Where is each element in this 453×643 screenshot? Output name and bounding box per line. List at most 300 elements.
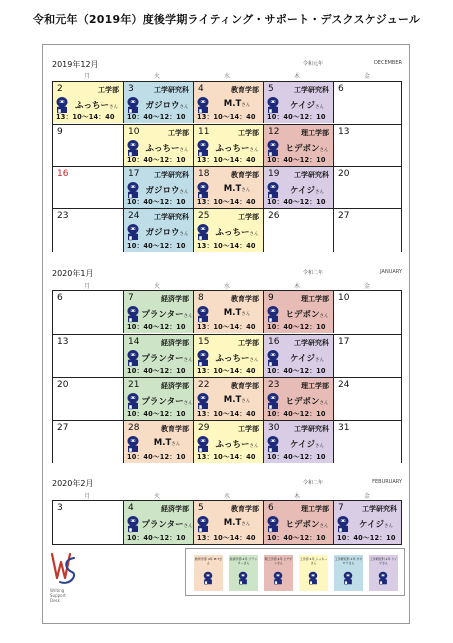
day-cell bbox=[53, 125, 123, 166]
day-cell bbox=[333, 125, 401, 166]
page-title: 令和元年（2019年）度後学期ライティング・サポート・デスクスケジュール bbox=[32, 13, 421, 26]
department-label: 教育学部 bbox=[231, 86, 259, 94]
staff-row bbox=[194, 515, 263, 531]
staff-suffix: さん bbox=[241, 103, 251, 108]
staff-suffix: さん bbox=[249, 232, 259, 237]
staff-row bbox=[264, 139, 333, 155]
legend bbox=[185, 548, 405, 596]
staff-name: M.T bbox=[223, 99, 242, 109]
staff-suffix: さん bbox=[314, 358, 324, 363]
day-cell bbox=[263, 291, 333, 333]
weekday-label: 木 bbox=[293, 493, 300, 500]
day-number: 6 bbox=[338, 84, 344, 94]
day-cell bbox=[263, 335, 333, 377]
time-slot: 10：40～12：10 bbox=[127, 367, 186, 375]
day-number: 4 bbox=[128, 503, 134, 513]
month-english: JANUARY bbox=[380, 269, 402, 275]
day-number: 17 bbox=[128, 169, 140, 179]
day-cell bbox=[53, 82, 123, 123]
mascot-icon bbox=[196, 223, 210, 241]
staff-suffix: さん bbox=[249, 358, 259, 363]
staff-suffix: さん bbox=[179, 232, 189, 237]
mascot-icon bbox=[202, 571, 214, 585]
department-label: 経済学部 bbox=[161, 339, 189, 347]
staff-name-group bbox=[211, 352, 263, 364]
weekday-label: 金 bbox=[363, 283, 370, 290]
svg-text:Writing: Writing bbox=[50, 588, 65, 593]
day-number: 25 bbox=[198, 211, 210, 221]
time-slot: 10：40～12：10 bbox=[267, 156, 326, 164]
time-slot: 10：40～12：10 bbox=[267, 534, 326, 542]
staff-name-group bbox=[141, 226, 193, 238]
weekday-label: 火 bbox=[153, 283, 160, 290]
mascot-icon bbox=[272, 571, 284, 585]
staff-name: M.T bbox=[223, 395, 242, 405]
day-cell bbox=[123, 291, 193, 333]
time-slot: 13：10～14：40 bbox=[197, 156, 256, 164]
staff-name: ふっちー bbox=[74, 101, 109, 111]
staff-name-group bbox=[141, 438, 193, 448]
staff-name-group bbox=[141, 352, 193, 364]
staff-name: ヒデポン bbox=[285, 310, 320, 320]
staff-name-group bbox=[281, 518, 333, 530]
staff-suffix: さん bbox=[241, 188, 251, 193]
staff-suffix: さん bbox=[171, 442, 181, 447]
staff-name: ケイジ bbox=[290, 101, 315, 111]
time-slot: 10：40～12：10 bbox=[127, 410, 186, 418]
department-label: 工学部 bbox=[98, 86, 119, 94]
department-label: 教育学部 bbox=[231, 382, 259, 390]
staff-name: M.T bbox=[153, 438, 172, 448]
staff-name: ヒデポン bbox=[285, 144, 320, 154]
day-number: 6 bbox=[268, 503, 274, 513]
staff-name-group bbox=[211, 395, 263, 405]
staff-suffix: さん bbox=[183, 358, 193, 363]
staff-row bbox=[124, 181, 193, 197]
staff-suffix: さん bbox=[314, 105, 324, 110]
week-row bbox=[53, 377, 401, 420]
staff-suffix: さん bbox=[249, 148, 259, 153]
staff-name: ガジロウ bbox=[145, 186, 180, 196]
time-slot: 10：40～12：10 bbox=[267, 198, 326, 206]
day-number: 5 bbox=[198, 503, 204, 513]
staff-row bbox=[124, 305, 193, 321]
staff-name-group bbox=[281, 395, 333, 407]
legend-item bbox=[194, 555, 223, 591]
staff-row bbox=[194, 305, 263, 321]
mascot-icon bbox=[266, 515, 280, 533]
staff-name: ふっちー bbox=[215, 228, 250, 238]
staff-suffix: さん bbox=[319, 314, 329, 319]
month-header bbox=[52, 478, 404, 490]
svg-text:Support: Support bbox=[50, 593, 66, 598]
weekday-label: 金 bbox=[363, 493, 370, 500]
staff-name-group bbox=[281, 142, 333, 154]
day-number: 29 bbox=[198, 423, 210, 433]
staff-row bbox=[264, 96, 333, 112]
staff-row bbox=[264, 435, 333, 451]
day-number: 7 bbox=[128, 293, 134, 303]
staff-suffix: さん bbox=[109, 105, 118, 110]
staff-name-group bbox=[281, 184, 333, 196]
day-number: 3 bbox=[57, 503, 63, 513]
staff-suffix: さん bbox=[179, 190, 189, 195]
day-number: 19 bbox=[268, 169, 280, 179]
day-number: 9 bbox=[57, 127, 63, 137]
staff-name: ふっちー bbox=[215, 144, 250, 154]
month-header bbox=[52, 268, 404, 280]
day-number: 16 bbox=[57, 169, 69, 179]
day-cell bbox=[53, 335, 123, 377]
week-row bbox=[53, 334, 401, 377]
staff-row bbox=[264, 392, 333, 408]
week-row bbox=[53, 208, 401, 252]
day-number: 31 bbox=[338, 423, 350, 433]
staff-name: プランター bbox=[141, 520, 184, 530]
day-cell bbox=[263, 82, 333, 123]
time-slot: 10：40～12：10 bbox=[127, 534, 186, 542]
day-cell bbox=[123, 421, 193, 463]
staff-row bbox=[334, 515, 401, 531]
day-cell bbox=[193, 125, 263, 166]
department-label: 工学研究科 bbox=[294, 171, 329, 179]
staff-row bbox=[194, 139, 263, 155]
staff-suffix: さん bbox=[319, 401, 329, 406]
mascot-icon bbox=[342, 571, 354, 585]
staff-name: M.T bbox=[223, 308, 242, 318]
day-number: 24 bbox=[128, 211, 140, 221]
mascot-icon bbox=[377, 571, 389, 585]
calendar-grid bbox=[52, 81, 402, 252]
day-cell bbox=[123, 501, 193, 544]
staff-row bbox=[194, 96, 263, 112]
calendar-grid bbox=[52, 290, 402, 463]
day-number: 16 bbox=[268, 337, 280, 347]
weekday-label: 火 bbox=[153, 73, 160, 80]
weekday-label: 月 bbox=[83, 283, 90, 290]
time-slot: 10：40～12：10 bbox=[127, 242, 186, 250]
mascot-icon bbox=[196, 515, 210, 533]
department-label: 理工学部 bbox=[301, 295, 329, 303]
day-number: 20 bbox=[57, 380, 69, 390]
weekday-label: 水 bbox=[223, 283, 230, 290]
staff-name-group bbox=[141, 308, 193, 320]
day-number: 26 bbox=[268, 211, 280, 221]
day-cell bbox=[193, 501, 263, 544]
day-cell bbox=[333, 291, 401, 333]
week-row bbox=[53, 166, 401, 208]
month-label: 2019年12月 bbox=[52, 60, 99, 69]
day-number: 17 bbox=[338, 337, 350, 347]
month-english: FEBURUARY bbox=[372, 479, 402, 485]
month-label: 2020年1月 bbox=[52, 269, 94, 278]
staff-row bbox=[194, 392, 263, 408]
day-cell bbox=[53, 421, 123, 463]
day-number: 9 bbox=[268, 293, 274, 303]
day-cell bbox=[193, 378, 263, 420]
staff-name: ケイジ bbox=[359, 520, 384, 530]
staff-suffix: さん bbox=[179, 105, 189, 110]
staff-row bbox=[124, 515, 193, 531]
department-label: 経済学部 bbox=[161, 382, 189, 390]
time-slot: 13：10～14：40 bbox=[197, 242, 256, 250]
day-cell bbox=[333, 378, 401, 420]
staff-name: ヒデポン bbox=[285, 520, 320, 530]
day-cell bbox=[263, 125, 333, 166]
day-number: 13 bbox=[57, 337, 69, 347]
weekday-label: 水 bbox=[223, 73, 230, 80]
staff-suffix: さん bbox=[314, 444, 324, 449]
staff-suffix: さん bbox=[314, 190, 324, 195]
day-cell bbox=[333, 421, 401, 463]
mascot-icon bbox=[126, 223, 140, 241]
department-label: 理工学部 bbox=[301, 129, 329, 137]
day-cell bbox=[333, 335, 401, 377]
legend-label: 工学研究科 1年 ケイジさん bbox=[369, 557, 398, 565]
legend-item bbox=[334, 555, 363, 591]
day-number: 21 bbox=[128, 380, 140, 390]
day-number: 30 bbox=[268, 423, 280, 433]
department-label: 工学研究科 bbox=[294, 86, 329, 94]
department-label: 工学部 bbox=[168, 129, 189, 137]
day-cell bbox=[123, 82, 193, 123]
staff-name-group bbox=[211, 518, 263, 528]
day-cell bbox=[123, 378, 193, 420]
day-cell bbox=[123, 209, 193, 252]
mascot-icon bbox=[237, 571, 249, 585]
week-row bbox=[53, 124, 401, 166]
legend-label: 理工学部 4年 ヒデポンさん bbox=[264, 557, 293, 565]
staff-name-group bbox=[211, 226, 263, 238]
mascot-icon bbox=[126, 515, 140, 533]
day-number: 20 bbox=[338, 169, 350, 179]
day-number: 27 bbox=[57, 423, 69, 433]
month-english: DECEMBER bbox=[373, 60, 402, 66]
staff-name: ケイジ bbox=[290, 186, 315, 196]
day-cell bbox=[333, 82, 401, 123]
time-slot: 10：40～12：10 bbox=[337, 534, 396, 542]
week-row bbox=[53, 501, 401, 544]
staff-name: プランター bbox=[141, 310, 184, 320]
staff-name-group bbox=[141, 184, 193, 196]
day-cell bbox=[123, 335, 193, 377]
day-cell bbox=[333, 501, 401, 544]
weekday-row bbox=[52, 71, 402, 79]
department-label: 工学研究科 bbox=[362, 505, 397, 513]
staff-name-group bbox=[281, 308, 333, 320]
day-number: 2 bbox=[57, 84, 63, 94]
legend-item bbox=[369, 555, 398, 591]
staff-name: ケイジ bbox=[290, 440, 315, 450]
staff-name-group bbox=[141, 395, 193, 407]
day-number: 23 bbox=[57, 211, 69, 221]
day-cell bbox=[53, 291, 123, 333]
day-cell bbox=[123, 167, 193, 208]
department-label: 工学研究科 bbox=[154, 213, 189, 221]
staff-row bbox=[194, 349, 263, 365]
week-row bbox=[53, 291, 401, 333]
staff-name: プランター bbox=[141, 397, 184, 407]
staff-name: ヒデポン bbox=[285, 397, 320, 407]
staff-name-group bbox=[141, 142, 193, 154]
day-number: 13 bbox=[338, 127, 350, 137]
day-cell bbox=[193, 291, 263, 333]
time-slot: 10：40～12：10 bbox=[267, 113, 326, 121]
weekday-label: 金 bbox=[363, 73, 370, 80]
day-cell bbox=[263, 167, 333, 208]
time-slot: 10：40～12：10 bbox=[127, 453, 186, 461]
legend-label: 工学研究科 1年 ガジロウさん bbox=[334, 557, 363, 565]
department-label: 教育学部 bbox=[161, 425, 189, 433]
time-slot: 10：40～12：10 bbox=[267, 367, 326, 375]
staff-suffix: さん bbox=[183, 401, 193, 406]
time-slot: 10：40～12：10 bbox=[127, 156, 186, 164]
reiwa-label: 令和二年 bbox=[303, 270, 324, 276]
day-number: 12 bbox=[268, 127, 280, 137]
month-label: 2020年2月 bbox=[52, 479, 94, 488]
day-number: 6 bbox=[57, 293, 63, 303]
reiwa-label: 令和二年 bbox=[303, 480, 324, 486]
svg-text:Desk: Desk bbox=[50, 598, 60, 603]
staff-row bbox=[124, 349, 193, 365]
staff-name: ガジロウ bbox=[145, 101, 180, 111]
department-label: 工学部 bbox=[238, 339, 259, 347]
wsd-logo bbox=[48, 548, 78, 608]
day-number: 15 bbox=[198, 337, 210, 347]
time-slot: 13：10～14：40 bbox=[197, 367, 256, 375]
day-cell bbox=[263, 378, 333, 420]
staff-name-group bbox=[211, 142, 263, 154]
day-cell bbox=[53, 167, 123, 208]
staff-row bbox=[124, 392, 193, 408]
day-number: 7 bbox=[338, 503, 344, 513]
day-cell bbox=[193, 335, 263, 377]
department-label: 経済学部 bbox=[161, 505, 189, 513]
legend-item bbox=[264, 555, 293, 591]
weekday-label: 木 bbox=[293, 73, 300, 80]
staff-name-group bbox=[141, 99, 193, 111]
department-label: 教育学部 bbox=[231, 295, 259, 303]
day-number: 18 bbox=[198, 169, 210, 179]
staff-suffix: さん bbox=[183, 524, 193, 529]
time-slot: 10：40～12：10 bbox=[127, 323, 186, 331]
time-slot: 13：10～14：40 bbox=[56, 113, 115, 121]
staff-name: ふっちー bbox=[215, 354, 250, 364]
day-cell bbox=[193, 421, 263, 463]
week-row bbox=[53, 420, 401, 463]
day-number: 23 bbox=[268, 380, 280, 390]
department-label: 理工学部 bbox=[301, 505, 329, 513]
staff-name-group bbox=[141, 518, 193, 530]
time-slot: 13：10～14：40 bbox=[197, 198, 256, 206]
day-number: 28 bbox=[128, 423, 140, 433]
time-slot: 13：10～14：40 bbox=[197, 410, 256, 418]
time-slot: 13：10～14：40 bbox=[197, 534, 256, 542]
day-cell bbox=[333, 167, 401, 208]
calendar-grid bbox=[52, 500, 402, 545]
staff-name-group bbox=[211, 308, 263, 318]
staff-row bbox=[124, 435, 193, 451]
department-label: 工学研究科 bbox=[154, 171, 189, 179]
day-cell bbox=[263, 421, 333, 463]
time-slot: 10：40～12：10 bbox=[127, 113, 186, 121]
department-label: 工学部 bbox=[238, 129, 259, 137]
week-row bbox=[53, 82, 401, 123]
department-label: 経済学部 bbox=[161, 295, 189, 303]
staff-row bbox=[264, 305, 333, 321]
time-slot: 10：40～12：10 bbox=[127, 198, 186, 206]
day-number: 27 bbox=[338, 211, 350, 221]
staff-name-group bbox=[70, 99, 123, 111]
staff-suffix: さん bbox=[241, 312, 251, 317]
staff-row bbox=[124, 96, 193, 112]
department-label: 理工学部 bbox=[301, 382, 329, 390]
staff-row bbox=[194, 435, 263, 451]
department-label: 教育学部 bbox=[231, 505, 259, 513]
day-cell bbox=[263, 209, 333, 252]
staff-suffix: さん bbox=[183, 314, 193, 319]
day-cell bbox=[193, 167, 263, 208]
staff-suffix: さん bbox=[241, 399, 251, 404]
day-number: 10 bbox=[338, 293, 350, 303]
time-slot: 13：10～14：40 bbox=[197, 113, 256, 121]
staff-name-group bbox=[281, 99, 333, 111]
reiwa-label: 令和元年 bbox=[303, 61, 324, 67]
staff-name-group bbox=[281, 438, 333, 450]
legend-label: 工学部 4年 ふっちーさん bbox=[299, 557, 328, 565]
weekday-row bbox=[52, 491, 402, 499]
staff-name: ケイジ bbox=[290, 354, 315, 364]
staff-row bbox=[264, 349, 333, 365]
time-slot: 13：10～14：40 bbox=[197, 323, 256, 331]
time-slot: 10：40～12：10 bbox=[267, 453, 326, 461]
staff-row bbox=[194, 181, 263, 197]
day-number: 10 bbox=[128, 127, 140, 137]
staff-name-group bbox=[211, 438, 263, 450]
day-number: 3 bbox=[128, 84, 134, 94]
day-number: 14 bbox=[128, 337, 140, 347]
staff-suffix: さん bbox=[319, 148, 329, 153]
staff-row bbox=[194, 223, 263, 239]
staff-name-group bbox=[281, 352, 333, 364]
day-cell bbox=[53, 209, 123, 252]
staff-name: プランター bbox=[141, 354, 184, 364]
department-label: 工学研究科 bbox=[294, 425, 329, 433]
day-number: 8 bbox=[198, 293, 204, 303]
day-number: 11 bbox=[198, 127, 210, 137]
staff-name: M.T bbox=[223, 184, 242, 194]
staff-name: ふっちー bbox=[215, 440, 250, 450]
staff-suffix: さん bbox=[249, 444, 259, 449]
day-number: 4 bbox=[198, 84, 204, 94]
department-label: 工学部 bbox=[238, 213, 259, 221]
legend-item bbox=[299, 555, 328, 591]
staff-name-group bbox=[211, 99, 263, 109]
staff-row bbox=[264, 515, 333, 531]
staff-row bbox=[264, 181, 333, 197]
day-number: 22 bbox=[198, 380, 210, 390]
staff-row bbox=[124, 139, 193, 155]
day-cell bbox=[333, 209, 401, 252]
mascot-icon bbox=[336, 515, 350, 533]
department-label: 工学部 bbox=[238, 425, 259, 433]
staff-name: ガジロウ bbox=[145, 228, 180, 238]
weekday-row bbox=[52, 281, 402, 289]
staff-suffix: さん bbox=[179, 148, 189, 153]
day-cell bbox=[193, 209, 263, 252]
day-number: 5 bbox=[268, 84, 274, 94]
staff-name: M.T bbox=[223, 518, 242, 528]
